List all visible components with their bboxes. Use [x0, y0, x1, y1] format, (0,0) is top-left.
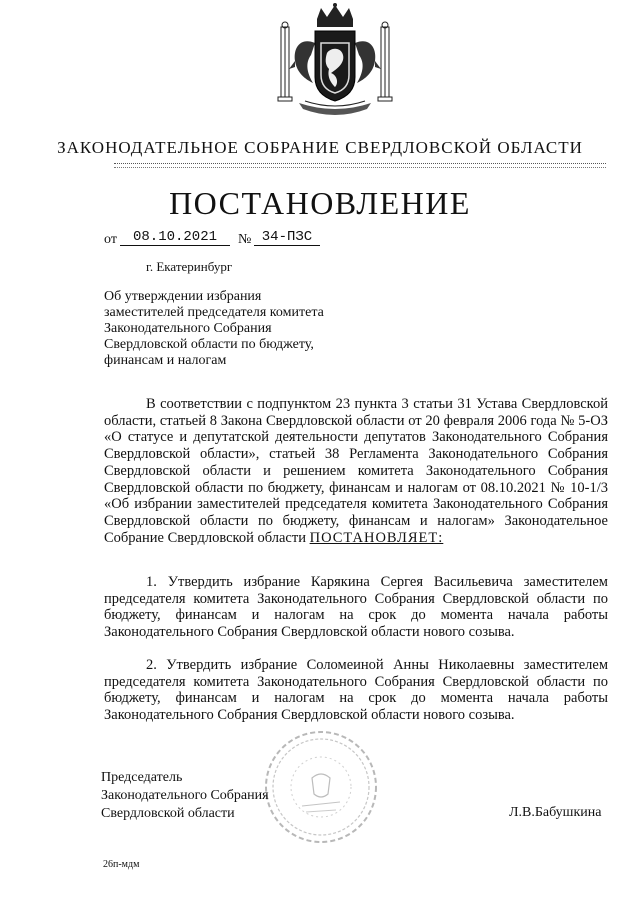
- signatory-title-line2: Законодательного Собрания: [101, 788, 269, 803]
- document-number: 34-ПЗС: [254, 229, 320, 246]
- official-seal-stamp-icon: [262, 728, 380, 846]
- document-subject: Об утверждении избрания заместителей председателя комитета Законодательного Собрания Свердловской области по бюджету, финансам и налогам: [104, 289, 324, 368]
- document-type-title: ПОСТАНОВЛЕНИЕ: [169, 185, 471, 221]
- preamble-paragraph: [104, 396, 608, 546]
- signatory-title: [101, 769, 269, 823]
- resolution-item-1: 1. Утвердить избрание Карякина Сергея Васильевича заместителем председателя комитета Законодательного Собрания Свердловской области по бюджету, финансам и налогам на срок до момента начала работы Законодательного Собрания Свердловской области нового созыва.: [104, 574, 608, 641]
- signatory-title-line3: Свердловской области: [101, 806, 235, 821]
- sverdlovsk-coat-of-arms-icon: [265, 3, 405, 123]
- resolves-keyword: ПОСТАНОВЛЯЕТ:: [309, 529, 444, 546]
- header-divider-secondary: [114, 167, 606, 168]
- signatory-title-line1: Председатель: [101, 770, 183, 785]
- date-prefix: от: [104, 232, 117, 247]
- number-prefix: №: [238, 232, 252, 247]
- preamble-text: В соответствии с подпунктом 23 пункта 3 статьи 31 Устава Свердловской области, статьей 8 Закона Свердловской области от 20 февраля 2006 года № 5-ОЗ «О статусе и депутатской деятельности депутатов Законодательного Собрания Свердловской области», статьей 38 Регламента Законодательного Собрания Свердловской области и решением комитета Законодательного Собрания Свердловской области по бюджету, финансам и налогам от 08.10.2021 № 10-1/3 «Об избрании заместителей председателя комитета Законодательного Собрания Свердловской области по бюджету, финансам и налогам» Законодательное Собрание Свердловской области: [104, 396, 608, 546]
- resolution-item-2: 2. Утвердить избрание Соломеиной Анны Николаевны заместителем председателя комитета Законодательного Собрания Свердловской области по бюджету, финансам и налогам на срок до момента начала работы Законодательного Собрания Свердловской области нового созыва.: [104, 657, 608, 724]
- header-divider: [114, 163, 606, 164]
- organization-name: ЗАКОНОДАТЕЛЬНОЕ СОБРАНИЕ СВЕРДЛОВСКОЙ ОБЛАСТИ: [57, 138, 583, 157]
- city-name: г. Екатеринбург: [146, 259, 233, 274]
- footer-code: 26п-мдм: [103, 859, 140, 870]
- document-date: 08.10.2021: [120, 229, 230, 246]
- signatory-name: Л.В.Бабушкина: [509, 805, 602, 820]
